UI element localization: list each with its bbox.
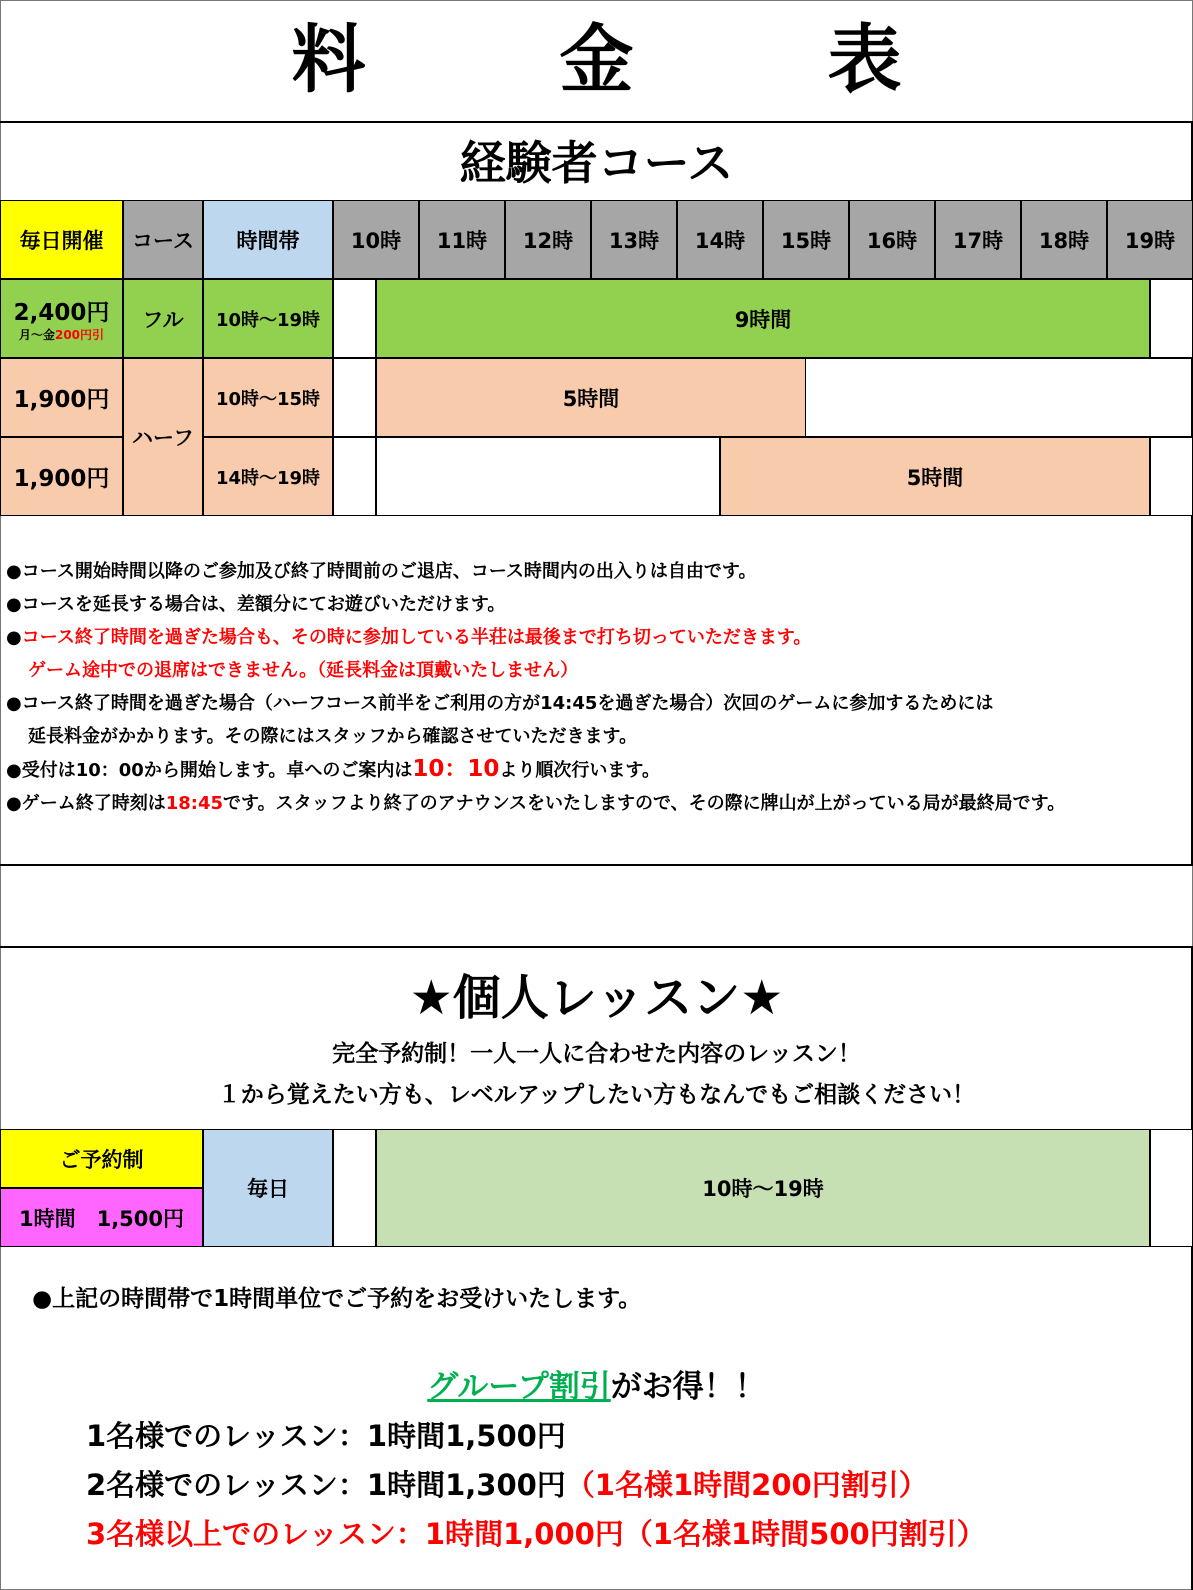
price-half-2: 1,900円 xyxy=(0,437,123,516)
note-item: ●ゲーム終了時刻は18:45です。スタッフより終了のアナウンスをいたしますので、その際に牌山が上がっている局が最終局です。 xyxy=(6,793,1066,814)
price-line: 1名様でのレッスン：1時間1,500円 xyxy=(86,1419,566,1453)
price-line: 3名様以上でのレッスン：1時間1,000円（1名様1時間500円割引） xyxy=(86,1517,986,1551)
header-course: コース xyxy=(123,200,203,279)
lesson-days: 毎日 xyxy=(203,1129,333,1247)
note-item: ●コース終了時間を過ぎた場合も、その時に参加している半荘は最後まで打ち切っていただきます。 xyxy=(6,627,812,648)
header-hour: 12時 xyxy=(505,200,591,279)
course-full: フル xyxy=(123,279,203,358)
lesson-price-lines xyxy=(86,1412,986,1559)
empty-span xyxy=(376,437,720,516)
price-full xyxy=(0,279,123,358)
gap-cell xyxy=(1150,1129,1193,1247)
gap-cell xyxy=(333,279,376,358)
gap-cell xyxy=(333,437,376,516)
header-hour: 16時 xyxy=(849,200,935,279)
note-item: ●受付は10：00から開始します。卓へのご案内は10：10より順次行います。 xyxy=(6,756,660,782)
group-discount-link[interactable]: グループ割引 xyxy=(427,1369,611,1405)
price-full-discount: 月～金200円引 xyxy=(18,328,105,342)
price-full-value: 2,400円 xyxy=(13,300,110,326)
note-item-continued: 延長料金がかかります。その際にはスタッフから確認させていただきます。 xyxy=(28,726,638,747)
header-hour: 10時 xyxy=(333,200,419,279)
gap-cell xyxy=(1150,279,1193,358)
note-item: ●コース開始時間以降のご参加及び終了時間前のご退店、コース時間内の出入りは自由です。 xyxy=(6,561,757,582)
lesson-subtitle-1: 完全予約制！一人一人に合わせた内容のレッスン！ xyxy=(332,1041,861,1067)
price-line: 2名様でのレッスン：1時間1,300円（1名様1時間200円割引） xyxy=(86,1468,928,1502)
duration-half-2: 5時間 xyxy=(720,437,1150,516)
lesson-subtitle-2: １から覚えたい方も、レベルアップしたい方もなんでもご相談ください！ xyxy=(217,1082,976,1108)
header-hour: 11時 xyxy=(419,200,505,279)
gap-cell xyxy=(1150,437,1193,516)
lesson-hours: 10時～19時 xyxy=(376,1129,1150,1247)
note-item: ●コースを延長する場合は、差額分にてお遊びいただけます。 xyxy=(6,594,506,615)
note-item-continued: ゲーム途中での退席はできません。（延長料金は頂戴いたしません） xyxy=(28,660,579,681)
header-hour: 18時 xyxy=(1021,200,1107,279)
header-hour: 17時 xyxy=(935,200,1021,279)
page-title: 料 金 表 xyxy=(291,17,962,103)
price-half-1: 1,900円 xyxy=(0,358,123,437)
header-daily: 毎日開催 xyxy=(0,200,123,279)
header-hour: 15時 xyxy=(763,200,849,279)
experienced-notes xyxy=(6,555,1186,820)
gap-cell xyxy=(333,358,376,437)
reservation-label: ご予約制 xyxy=(0,1129,203,1188)
header-hour: 13時 xyxy=(591,200,677,279)
lesson-price: 1時間 1,500円 xyxy=(0,1188,203,1247)
group-discount-line: グループ割引がお得！！ xyxy=(427,1369,766,1405)
time-half-2: 14時～19時 xyxy=(203,437,333,516)
gap-cell xyxy=(333,1129,376,1247)
note-item: ●コース終了時間を過ぎた場合（ハーフコース前半をご利用の方が14:45を過ぎた場合）次回のゲームに参加するためには xyxy=(6,693,994,714)
duration-half-1: 5時間 xyxy=(376,358,806,437)
time-full: 10時～19時 xyxy=(203,279,333,358)
duration-full: 9時間 xyxy=(376,279,1150,358)
time-half-1: 10時～15時 xyxy=(203,358,333,437)
header-hour: 14時 xyxy=(677,200,763,279)
experienced-title: 経験者コース xyxy=(459,136,734,190)
empty-span xyxy=(806,358,1193,437)
lesson-title: ★個人レッスン★ xyxy=(409,970,784,1026)
lesson-note: ●上記の時間帯で1時間単位でご予約をお受けいたします。 xyxy=(32,1286,642,1312)
header-timeslot: 時間帯 xyxy=(203,200,333,279)
course-half: ハーフ xyxy=(123,358,203,516)
header-hour: 19時 xyxy=(1107,200,1193,279)
